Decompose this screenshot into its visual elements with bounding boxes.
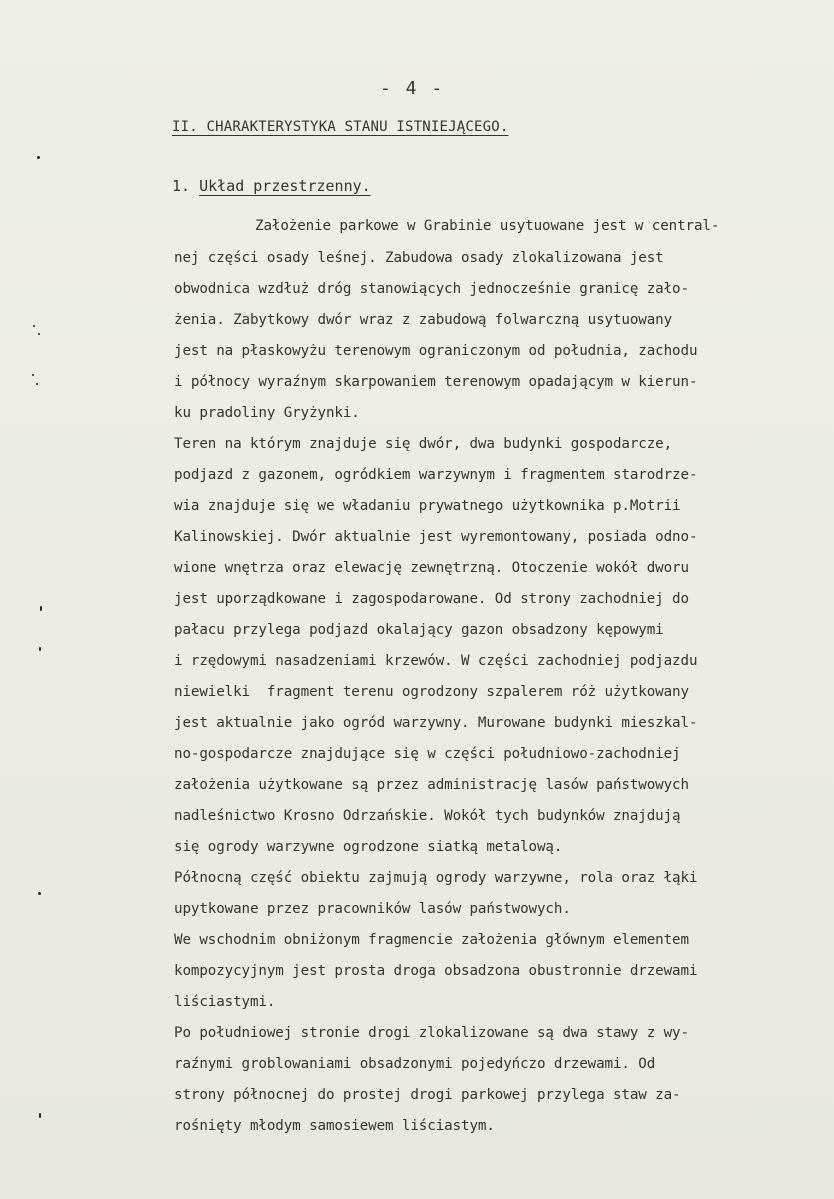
text-line: Po południowej stronie drogi zlokalizowane są dwa stawy z wy- [174,1025,689,1041]
text-line: Teren na którym znajduje się dwór, dwa budynki gospodarcze, [174,436,673,452]
text-line: ku pradoliny Gryżynki. [174,405,360,421]
subsection-number: 1. [172,177,191,195]
text-line: wia znajduje się we władaniu prywatnego użytkownika p.Motrii [174,498,681,514]
text-line: kompozycyjnym jest prosta droga obsadzona obustronnie drzewami [174,963,698,979]
text-line: Kalinowskiej. Dwór aktualnie jest wyremontowany, posiada odno- [174,529,698,545]
text-line: i rzędowymi nasadzeniami krzewów. W części zachodniej podjazdu [174,653,698,669]
text-line: upytkowane przez pracowników lasów państwowych. [174,901,571,917]
text-line: Północną część obiektu zajmują ogrody warzywne, rola oraz łąki [174,870,698,886]
margin-speck [39,1113,41,1118]
text-line: pałacu przylega podjazd okalający gazon obsadzony kępowymi [174,622,664,638]
text-line: raźnymi groblowaniami obsadzonymi pojedyńczo drzewami. Od [174,1056,656,1072]
margin-speck [37,156,40,159]
text-line: się ogrody warzywne ogrodzone siatką metalową. [174,839,563,855]
margin-speck [33,325,35,327]
text-line: niewielki fragment terenu ogrodzony szpalerem róż użytkowany [174,684,689,700]
text-line: rośnięty młodym samosiewem liściastym. [174,1118,495,1134]
text-line: no-gospodarcze znajdujące się w części południowo-zachodniej [174,746,681,762]
text-line: Założenie parkowe w Grabinie usytuowane jest w central- [255,218,720,234]
margin-speck [36,383,38,385]
subsection-heading [172,177,371,195]
margin-speck [32,374,34,376]
page-number: - 4 - [380,78,445,99]
text-line: nadleśnictwo Krosno Odrzańskie. Wokół tych budynków znajdują [174,808,681,824]
text-line: i północy wyraźnym skarpowaniem terenowym opadającym w kierun- [174,374,698,390]
text-line: żenia. Zabytkowy dwór wraz z zabudową folwarczną usytuowany [174,312,673,328]
text-line: strony północnej do prostej drogi parkowej przylega staw za- [174,1087,681,1103]
margin-speck [40,606,42,611]
text-line: nej części osady leśnej. Zabudowa osady zlokalizowana jest [174,250,664,266]
text-line: liściastymi. [174,994,276,1010]
margin-speck [39,647,41,651]
text-line: obwodnica wzdłuż dróg stanowiących jednocześnie granicę zało- [174,281,689,297]
text-line: założenia użytkowane są przez administrację lasów państwowych [174,777,689,793]
text-line: jest aktualnie jako ogród warzywny. Murowane budynki mieszkal- [174,715,698,731]
text-line: jest na płaskowyżu terenowym ograniczonym od południa, zachodu [174,343,698,359]
margin-speck [38,333,40,335]
subsection-title: Układ przestrzenny. [199,177,371,195]
section-heading: II. CHARAKTERYSTYKA STANU ISTNIEJĄCEGO. [172,119,509,135]
text-line: jest uporządkowane i zagospodarowane. Od strony zachodniej do [174,591,689,607]
margin-speck [38,892,41,895]
text-line: We wschodnim obniżonym fragmencie założenia głównym elementem [174,932,689,948]
text-line: podjazd z gazonem, ogródkiem warzywnym i fragmentem starodrze- [174,467,698,483]
text-line: wione wnętrza oraz elewację zewnętrzną. Otoczenie wokół dworu [174,560,689,576]
